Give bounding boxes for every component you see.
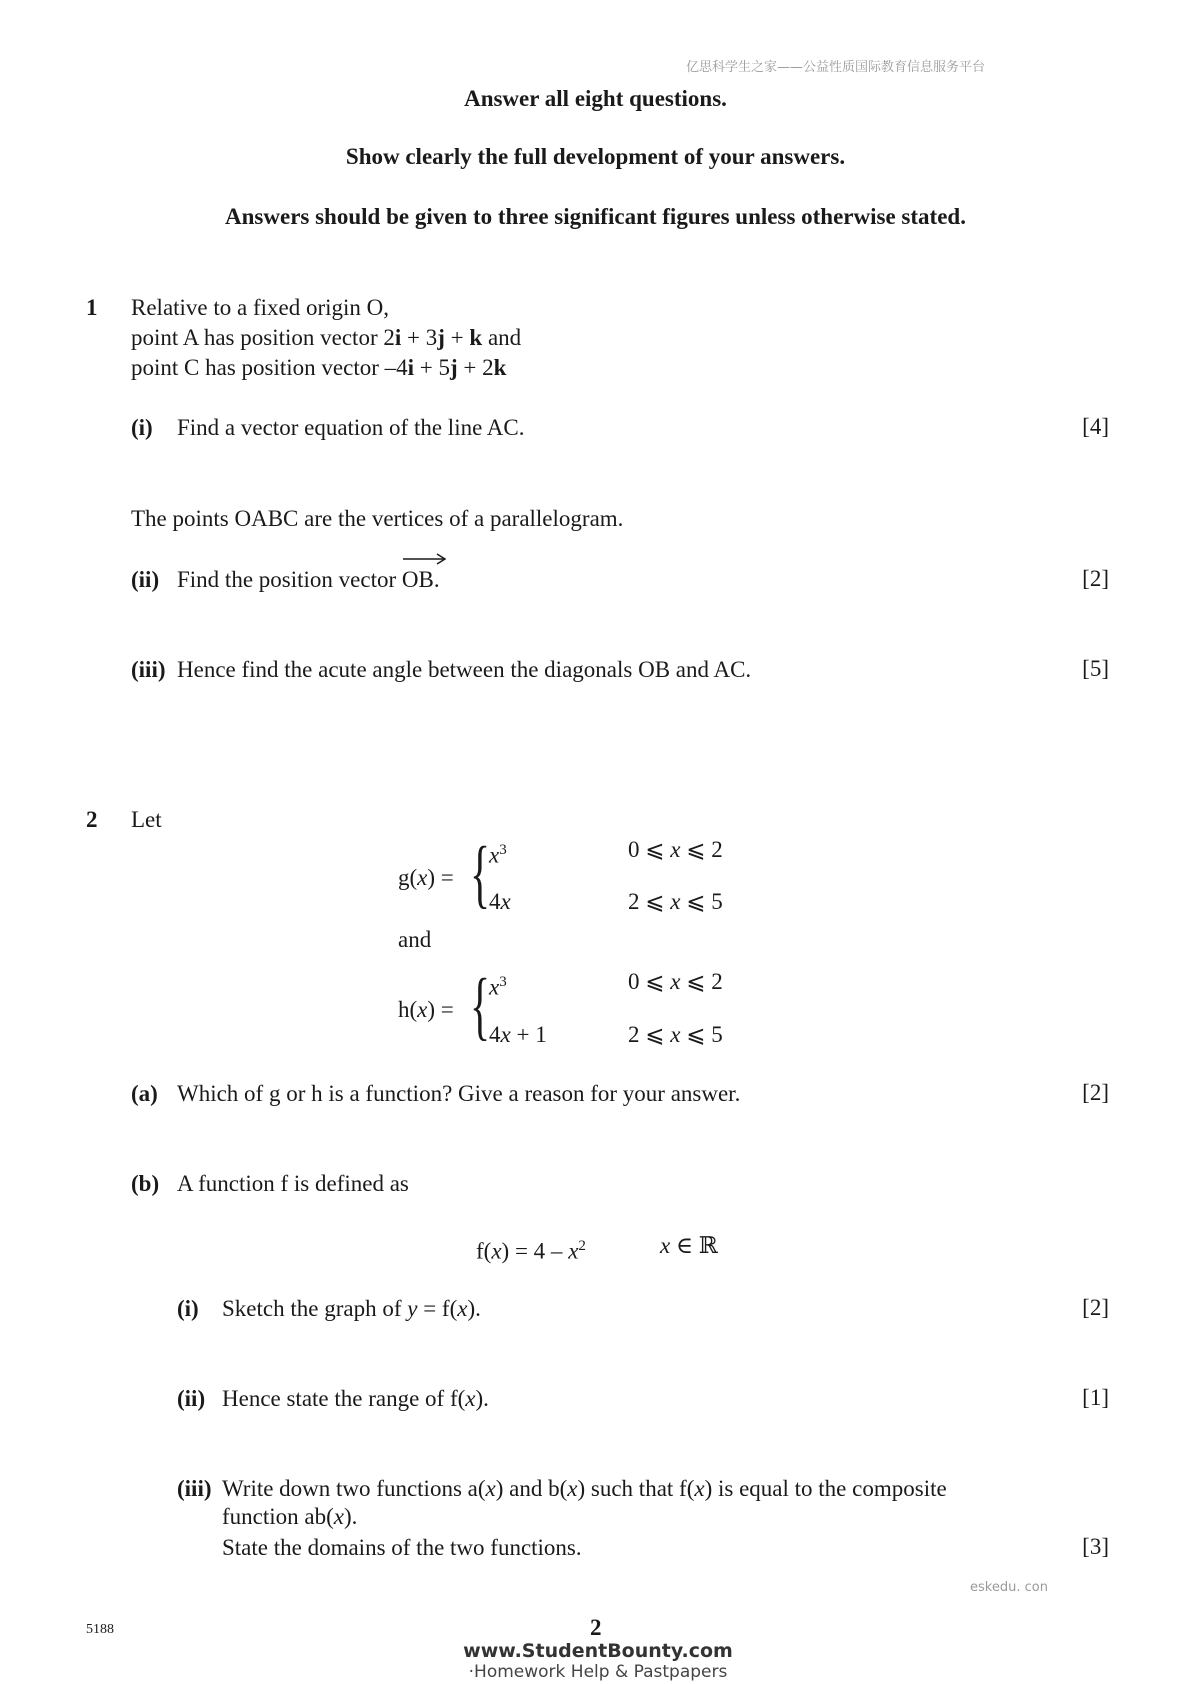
q2-part-b-text: A function f is defined as bbox=[177, 1171, 409, 1196]
g-lhs: g(x) = bbox=[398, 865, 454, 890]
q1-statement: The points OABC are the vertices of a parallelogram. bbox=[131, 506, 624, 531]
instruction-2: Show clearly the full development of your answers. bbox=[345, 144, 846, 169]
question-2-number: 2 bbox=[86, 807, 98, 832]
h-case-1-expr: $x^3$ bbox=[489, 974, 507, 1000]
h-brace: { bbox=[470, 964, 491, 1048]
q2-part-a-label: (a) bbox=[131, 1081, 158, 1106]
q1-part-ii-mark: [2] bbox=[1082, 566, 1109, 591]
q1-point-c: point C has position vector –4i + 5j + 2k bbox=[131, 355, 507, 380]
h-case-2-domain: 2 ⩽ x ⩽ 5 bbox=[628, 1022, 723, 1047]
q2-b-ii-mark: [1] bbox=[1082, 1385, 1109, 1410]
q1-part-iii-label: (iii) bbox=[131, 657, 166, 682]
q1-part-iii-mark: [5] bbox=[1082, 656, 1109, 681]
h-case-2-expr: 4x + 1 bbox=[489, 1022, 547, 1047]
studentbounty-logo-tagline: ·Homework Help & Pastpapers bbox=[468, 1662, 728, 1682]
q1-part-ii-label: (ii) bbox=[131, 567, 160, 592]
h-case-1-domain: 0 ⩽ x ⩽ 2 bbox=[628, 969, 723, 994]
studentbounty-logo-site: www.StudentBounty.com bbox=[463, 1640, 733, 1662]
q2-part-b-label: (b) bbox=[131, 1171, 160, 1196]
g-case-1-domain: 0 ⩽ x ⩽ 2 bbox=[628, 837, 723, 862]
watermark-bottom: eskedu. con bbox=[970, 1580, 1048, 1595]
vector-ob: OB bbox=[402, 566, 434, 594]
q2-b-ii-label: (ii) bbox=[177, 1386, 206, 1411]
g-case-2-domain: 2 ⩽ x ⩽ 5 bbox=[628, 889, 723, 914]
q2-and: and bbox=[398, 927, 432, 952]
watermark-top: 亿思科学生之家——公益性质国际教育信息服务平台 bbox=[686, 60, 986, 75]
g-case-2-expr: 4x bbox=[489, 889, 511, 914]
q2-b-i-text: Sketch the graph of y = f(x). bbox=[222, 1296, 481, 1321]
q1-part-i-mark: [4] bbox=[1082, 414, 1109, 439]
question-1-number: 1 bbox=[86, 295, 98, 320]
g-brace: { bbox=[470, 832, 491, 916]
q1-point-a: point A has position vector 2i + 3j + k and bbox=[131, 325, 522, 350]
q2-b-ii-text: Hence state the range of f(x). bbox=[222, 1386, 489, 1411]
q2-b-iii-line-3: State the domains of the two functions. bbox=[222, 1535, 582, 1560]
q2-b-iii-mark: [3] bbox=[1082, 1534, 1109, 1559]
h-lhs: h(x) = bbox=[398, 997, 454, 1022]
q1-part-iii-text: Hence find the acute angle between the diagonals OB and AC. bbox=[177, 657, 752, 682]
q2-let: Let bbox=[131, 807, 162, 832]
q2-part-a-text: Which of g or h is a function? Give a reason for your answer. bbox=[177, 1081, 741, 1106]
instruction-1: Answer all eight questions. bbox=[464, 86, 727, 111]
instruction-3: Answers should be given to three significant figures unless otherwise stated. bbox=[225, 204, 966, 229]
f-domain: x ∈ ℝ bbox=[660, 1233, 718, 1258]
q2-b-i-mark: [2] bbox=[1082, 1295, 1109, 1320]
q2-b-iii-label: (iii) bbox=[177, 1476, 212, 1501]
q1-part-i-label: (i) bbox=[131, 415, 153, 440]
paper-code: 5188 bbox=[86, 1622, 114, 1637]
g-case-1-expr: $x^3$ bbox=[489, 842, 507, 868]
q1-intro: Relative to a fixed origin O, bbox=[131, 295, 390, 320]
q1-part-ii-text: Find the position vector OB. bbox=[177, 566, 440, 594]
q2-b-i-label: (i) bbox=[177, 1296, 199, 1321]
f-definition: $f(x) = 4 - x^2$ bbox=[476, 1238, 586, 1264]
q2-b-iii-line-1: Write down two functions a(x) and b(x) such that f(x) is equal to the composite bbox=[222, 1476, 947, 1501]
q2-part-a-mark: [2] bbox=[1082, 1080, 1109, 1105]
q1-part-i-text: Find a vector equation of the line AC. bbox=[177, 415, 525, 440]
page-number: 2 bbox=[590, 1615, 602, 1640]
q2-b-iii-line-2: function ab(x). bbox=[222, 1504, 358, 1529]
